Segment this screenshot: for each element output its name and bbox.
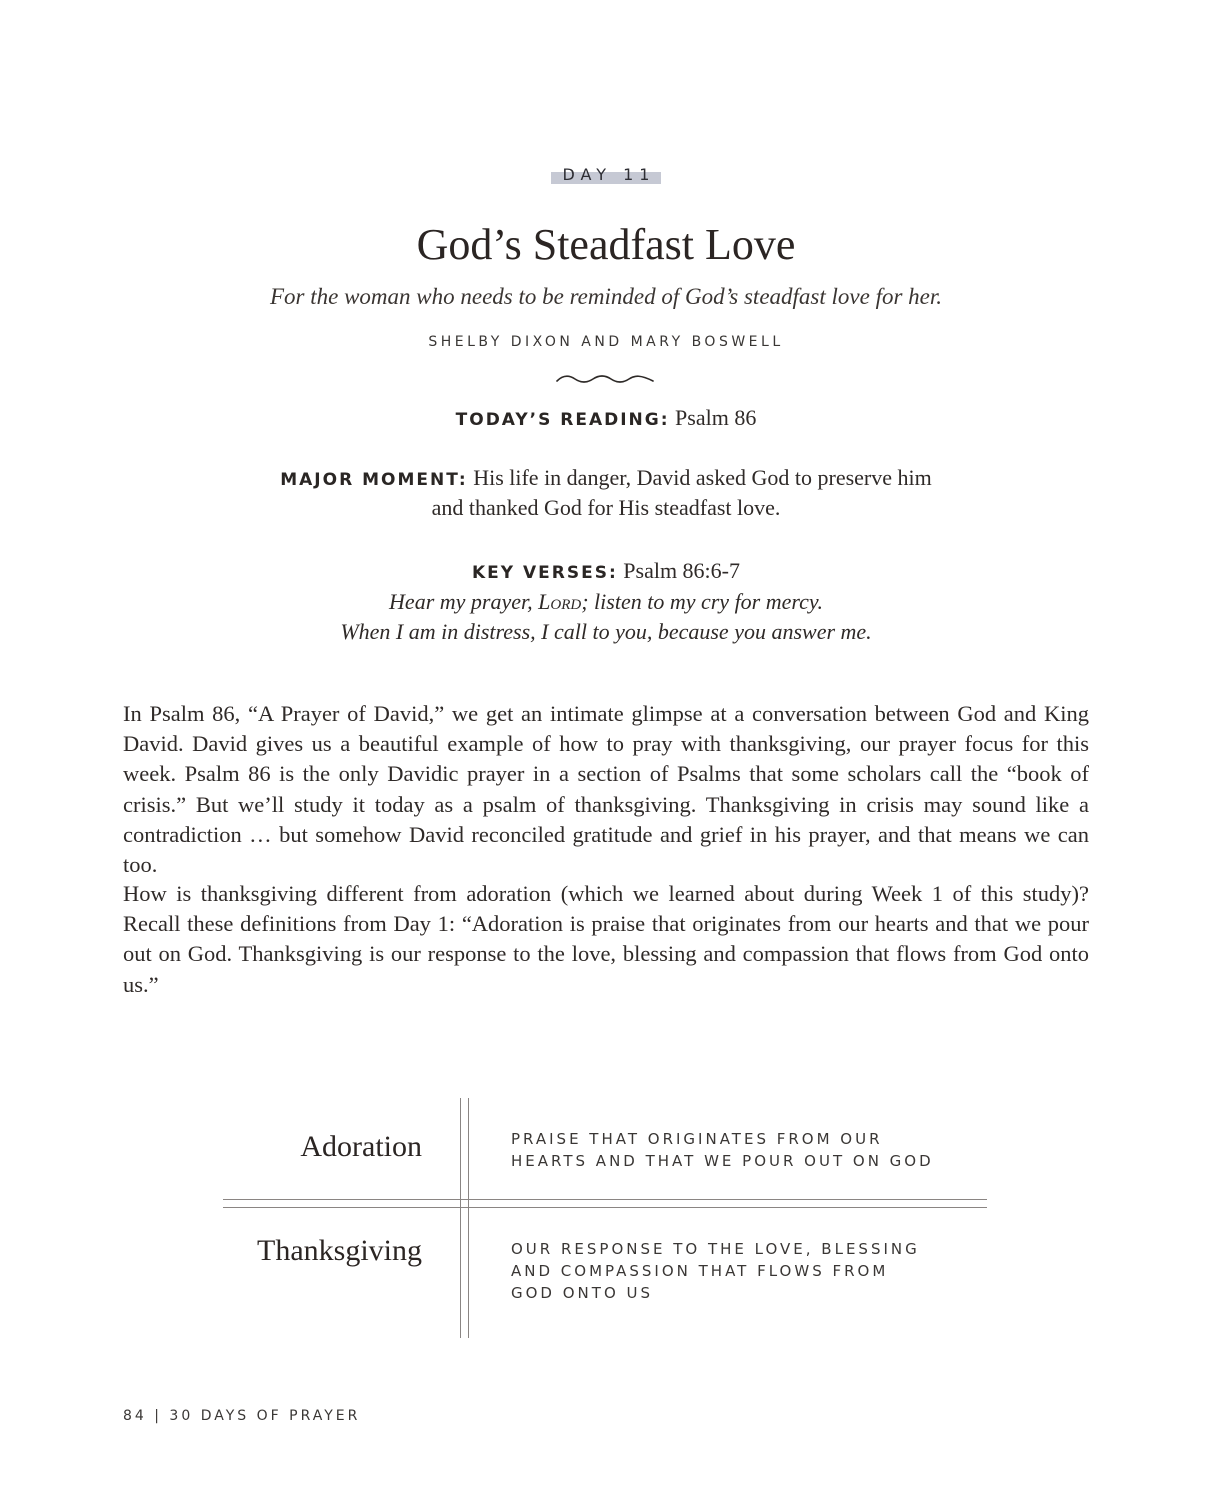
author-line: SHELBY DIXON AND MARY BOSWELL <box>428 334 784 350</box>
definition-line: AND COMPASSION THAT FLOWS FROM <box>511 1262 889 1280</box>
definition-thanksgiving <box>511 1238 920 1304</box>
major-moment-label: MAJOR MOMENT: <box>280 470 468 490</box>
term-thanksgiving: Thanksgiving <box>257 1234 422 1267</box>
table-divider-horizontal <box>223 1199 987 1200</box>
definition-line: HEARTS AND THAT WE POUR OUT ON GOD <box>511 1152 934 1170</box>
major-moment <box>0 463 1212 495</box>
verse-line-1-start: Hear my prayer, <box>389 589 539 614</box>
verse-line-2: When I am in distress, I call to you, because you answer me. <box>340 619 872 644</box>
key-verses-value: Psalm 86:6-7 <box>623 558 740 583</box>
paragraph-text: In Psalm 86, “A Prayer of David,” we get an intimate glimpse at a conversation between God and King David. David gives us a beautiful example of how to pray with thanksgiving, our prayer focus for this week. Psalm 86 is the only Davidic prayer in a section of Psalms that some scholars call the “book of crisis.” But we’ll study it today as a psalm of thanksgiving. Thanksgiving in crisis may sound like a contradiction … but somehow David reconciled gratitude and grief in his prayer, and that means we can too. <box>123 701 1089 878</box>
definition-line: OUR RESPONSE TO THE LOVE, BLESSING <box>511 1240 920 1258</box>
lord-small-caps: Lord <box>538 589 582 614</box>
day-label: DAY 11 <box>551 166 662 184</box>
table-divider-vertical <box>468 1098 469 1338</box>
term-adoration: Adoration <box>300 1130 422 1163</box>
body-paragraph-1 <box>123 699 1089 880</box>
todays-reading-value: Psalm 86 <box>675 405 757 430</box>
day-label-container <box>0 166 1212 185</box>
verse-line-1-end: ; listen to my cry for mercy. <box>581 589 823 614</box>
definition-line: PRAISE THAT ORIGINATES FROM OUR <box>511 1130 883 1148</box>
key-verses-label: KEY VERSES: <box>471 563 618 583</box>
table-divider-horizontal <box>223 1207 987 1208</box>
wave-ornament-icon <box>555 371 655 387</box>
table-divider-vertical <box>460 1098 461 1338</box>
body-paragraph-2 <box>123 879 1089 1000</box>
verse-line-1 <box>0 587 1212 617</box>
major-moment-line2: and thanked God for His steadfast love. <box>431 495 781 520</box>
key-verses <box>0 556 1212 588</box>
todays-reading <box>0 403 1212 435</box>
todays-reading-label: TODAY’S READING: <box>455 410 670 430</box>
page-subtitle: For the woman who needs to be reminded of God’s steadfast love for her. <box>269 284 943 309</box>
definition-line: GOD ONTO US <box>511 1284 654 1302</box>
major-moment-line1: His life in danger, David asked God to preserve him <box>473 465 932 490</box>
paragraph-text: How is thanksgiving different from adoration (which we learned about during Week 1 of this study)? Recall these definitions from Day 1: “Adoration is praise that originates from our hearts and that we pour out on God. Thanksgiving is our response to the love, blessing and compassion that flows from God onto us.” <box>123 881 1089 997</box>
page-footer: 84 | 30 DAYS OF PRAYER <box>123 1408 361 1424</box>
page-title: God’s Steadfast Love <box>416 220 796 269</box>
definition-adoration <box>511 1128 934 1172</box>
